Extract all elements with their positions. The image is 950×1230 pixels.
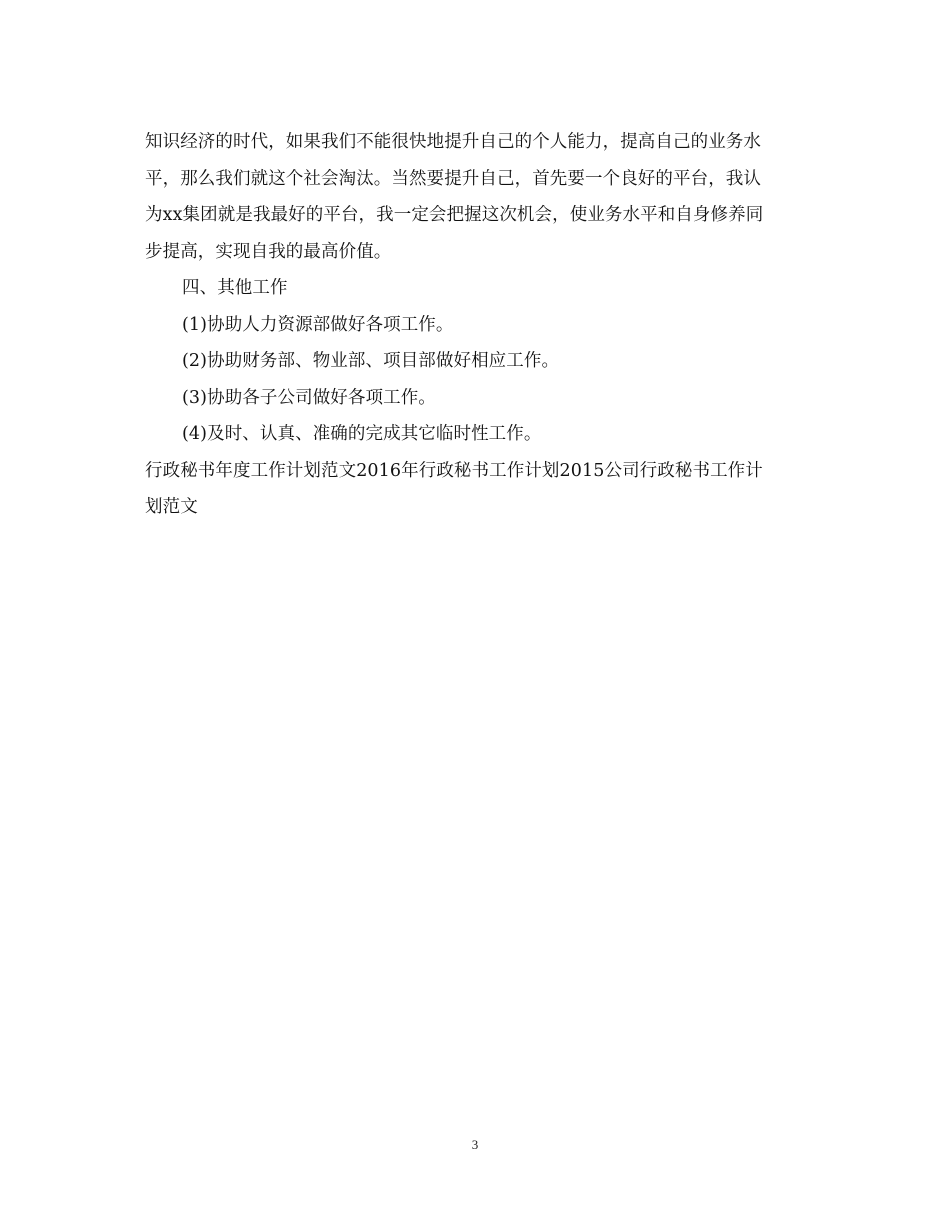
list-item: (2)协助财务部、物业部、项目部做好相应工作。 <box>182 351 560 371</box>
related-articles-line: 划范文 <box>145 497 198 517</box>
paragraph-line: 知识经济的时代，如果我们不能很快地提升自己的个人能力，提高自己的业务水 <box>145 132 761 152</box>
paragraph-line: 为xx集团就是我最好的平台，我一定会把握这次机会，使业务水平和自身修养同 <box>145 205 764 225</box>
related-articles-line: 行政秘书年度工作计划范文2016年行政秘书工作计划2015公司行政秘书工作计 <box>145 460 763 481</box>
list-item: (3)协助各子公司做好各项工作。 <box>182 387 436 408</box>
section-heading: 四、其他工作 <box>182 278 288 298</box>
paragraph-line: 平，那么我们就这个社会淘汰。当然要提升自己，首先要一个良好的平台，我认 <box>145 168 761 189</box>
list-item: (4)及时、认真、准确的完成其它临时性工作。 <box>182 424 542 444</box>
document-body <box>145 124 810 526</box>
paragraph-line: 步提高，实现自我的最高价值。 <box>145 241 392 262</box>
page-number: 3 <box>471 1137 479 1152</box>
list-item: (1)协助人力资源部做好各项工作。 <box>182 314 454 335</box>
